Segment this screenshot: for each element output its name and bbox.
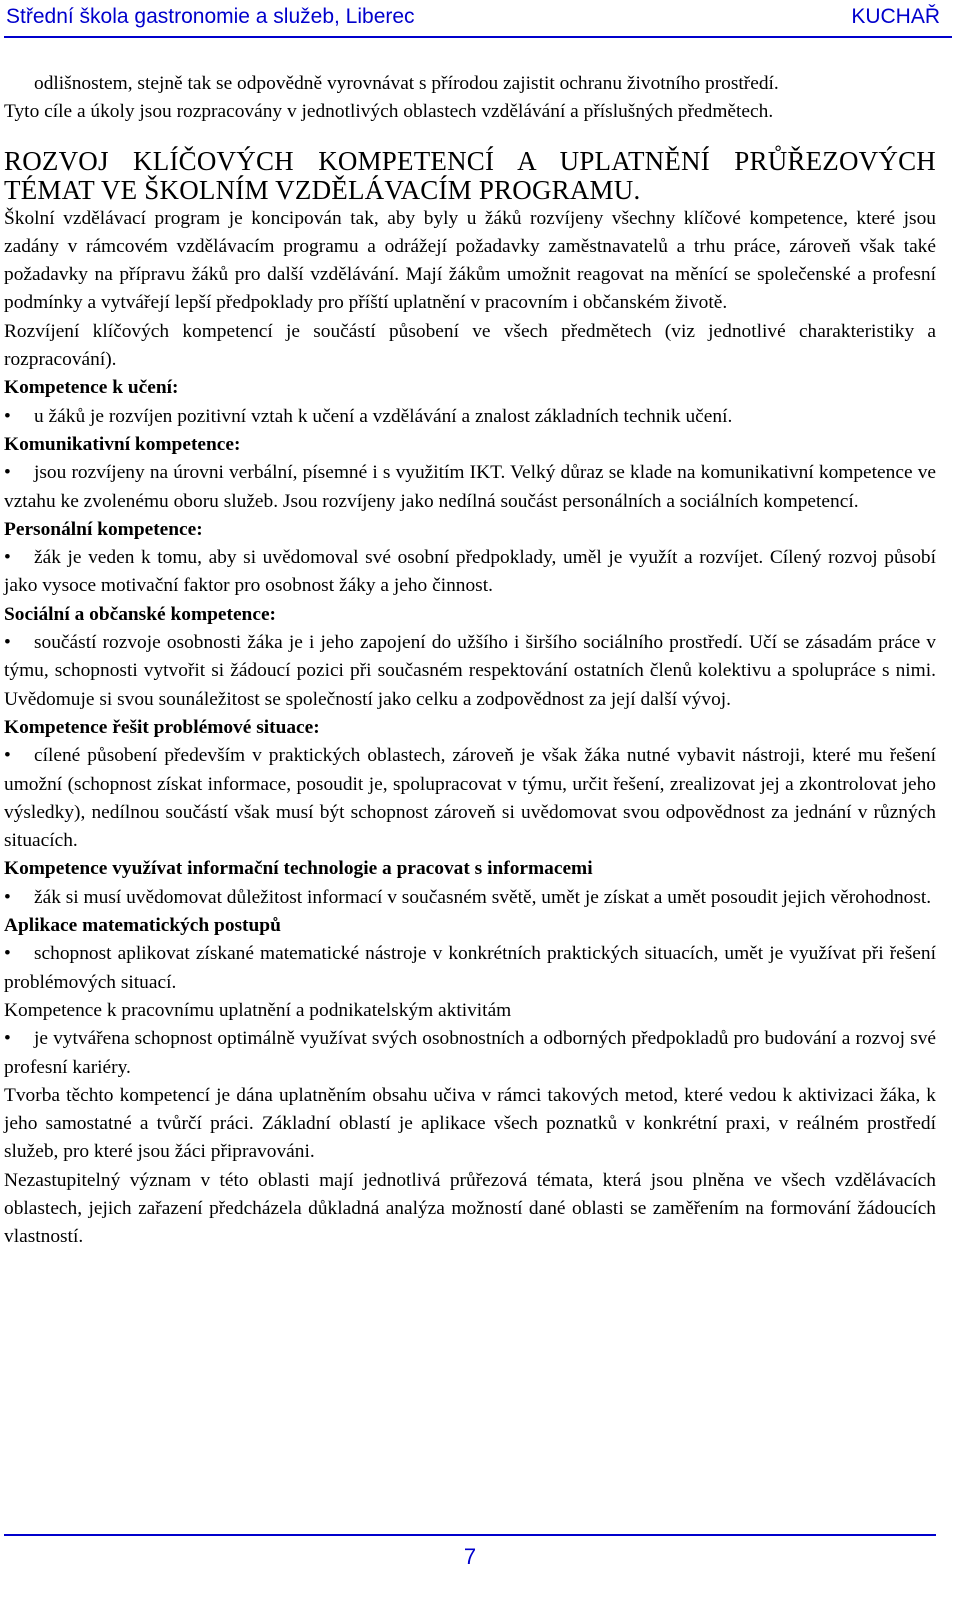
page-header (4, 0, 952, 38)
school-name: Střední škola gastronomie a služeb, Liberec (6, 5, 415, 28)
competence-heading-learning: Kompetence k učení: (4, 377, 179, 399)
body-paragraph-1: Školní vzdělávací program je koncipován tak, aby byly u žáků rozvíjeny všechny klíčové kompetence, které jsou zadány v rámcovém vzdělávacím programu a odrážejí požadavky zaměstnavatelů a trhu práce, zároveň však také požadavky na přípravu žáků pro další vzdělávání. Mají žákům umožnit reagovat na měnící se společenské a profesní podmínky a vytvářejí lepší předpoklady pro příští uplatnění v pracovním i občanském životě. (4, 207, 936, 314)
bullet-icon: • (4, 943, 11, 965)
competence-heading-math: Aplikace matematických postupů (4, 915, 281, 937)
competence-heading-communication: Komunikativní kompetence: (4, 433, 241, 455)
competence-heading-problem-solving: Kompetence řešit problémové situace: (4, 716, 320, 738)
competence-text: žák si musí uvědomovat důležitost informací v současném světě, umět je získat a umět posoudit jejich věrohodnost. (34, 886, 932, 908)
competence-text: schopnost aplikovat získané matematické nástroje v konkrétních praktických situacích, umět je využívat při řešení problémových situací. (4, 943, 936, 993)
page-number: 7 (463, 1544, 477, 1569)
bullet-icon: • (4, 745, 11, 767)
competence-text: u žáků je rozvíjen pozitivní vztah k učení a vzdělávání a znalost základních technik učení. (34, 405, 733, 427)
competence-heading-it: Kompetence využívat informační technologie a pracovat s informacemi (4, 858, 593, 880)
body-paragraph-2: Rozvíjení klíčových kompetencí je součástí působení ve všech předmětech (viz jednotlivé charakteristiky a rozpracování). (4, 320, 936, 371)
competence-text: cílené působení především v praktických oblastech, zároveň je však žáka nutné vybavit nástroji, které mu řešení umožní (schopnost získat informace, posoudit je, spolupracovat v týmu, určit řešení, zrealizovat jej a zkontrolovat jeho výsledky), nedílnou součástí však musí být schopnost zároveň si uvědomovat svou odpovědnost za jednání v různých situacích. (4, 745, 936, 852)
bullet-icon: • (4, 405, 11, 427)
section-title: ROZVOJ KLÍČOVÝCH KOMPETENCÍ A UPLATNĚNÍ PRŮŘEZOVÝCH TÉMAT VE ŠKOLNÍM VZDĚLÁVACÍM PROGRAMU. (4, 145, 936, 205)
competence-text: žák je veden k tomu, aby si uvědomoval své osobní předpoklady, uměl je využít a rozvíjet. Cílený rozvoj působí jako vysoce motivační faktor pro osobnost žáky a jeho činnost. (4, 547, 936, 597)
competence-item-math (4, 940, 936, 997)
competence-item-problem-solving (4, 742, 936, 855)
competence-item-it (4, 884, 936, 912)
competence-text: jsou rozvíjeny na úrovni verbální, písemné i s využitím IKT. Velký důraz se klade na komunikativní kompetence ve vztahu ke zvolenému oboru služeb. Jsou rozvíjeny jako nedílná součást personálních a sociálních kompetencí. (4, 462, 936, 512)
competence-text: součástí rozvoje osobnosti žáka je i jeho zapojení do užšího i širšího sociálního prostředí. Učí se zásadám práce v týmu, schopnosti vytvořit si žádoucí pozici při současném respektování ostatních členů kolektivu a spolupráce s nimi. Uvědomuje si svou sounáležitost se společností jako celku a zodpovědnost za její další vývoj. (4, 632, 936, 710)
intro-paragraph-2: Tyto cíle a úkoly jsou rozpracovány v jednotlivých oblastech vzdělávání a příslušných předmětech. (4, 101, 774, 123)
competence-heading-work: Kompetence k pracovnímu uplatnění a podnikatelským aktivitám (4, 999, 512, 1021)
competence-item-communication (4, 459, 936, 516)
bullet-icon: • (4, 632, 11, 654)
bullet-icon: • (4, 886, 11, 908)
intro-paragraph-1: odlišnostem, stejně tak se odpovědně vyrovnávat s přírodou zajistit ochranu životního prostředí. (34, 73, 779, 94)
competence-item-work (4, 1025, 936, 1082)
competence-heading-personal: Personální kompetence: (4, 518, 203, 540)
competence-item-learning (4, 403, 936, 431)
competence-text: je vytvářena schopnost optimálně využívat svých osobnostních a odborných předpokladů pro budování a rozvoj své profesní kariéry. (4, 1028, 936, 1078)
competence-item-social (4, 629, 936, 714)
field-name: KUCHAŘ (851, 5, 940, 28)
document-body (4, 70, 936, 1252)
page-footer (4, 1534, 936, 1596)
competence-heading-social: Sociální a občanské kompetence: (4, 603, 277, 625)
closing-paragraph-2: Nezastupitelný význam v této oblasti mají jednotlivá průřezová témata, která jsou plněna ve všech vzdělávacích oblastech, jejich zařazení předcházela důkladná analýza možností dané oblasti se zaměřením na formování žádoucích vlastností. (4, 1169, 936, 1248)
closing-paragraph-1: Tvorba těchto kompetencí je dána uplatněním obsahu učiva v rámci takových metod, které vedou k aktivizaci žáka, k jeho samostatné a tvůrčí práci. Základní oblastí je aplikace všech poznatků v konkrétní praxi, v reálném prostředí služeb, pro které jsou žáci připravováni. (4, 1084, 936, 1163)
bullet-icon: • (4, 547, 11, 569)
bullet-icon: • (4, 462, 11, 484)
bullet-icon: • (4, 1028, 11, 1050)
competence-item-personal (4, 544, 936, 601)
